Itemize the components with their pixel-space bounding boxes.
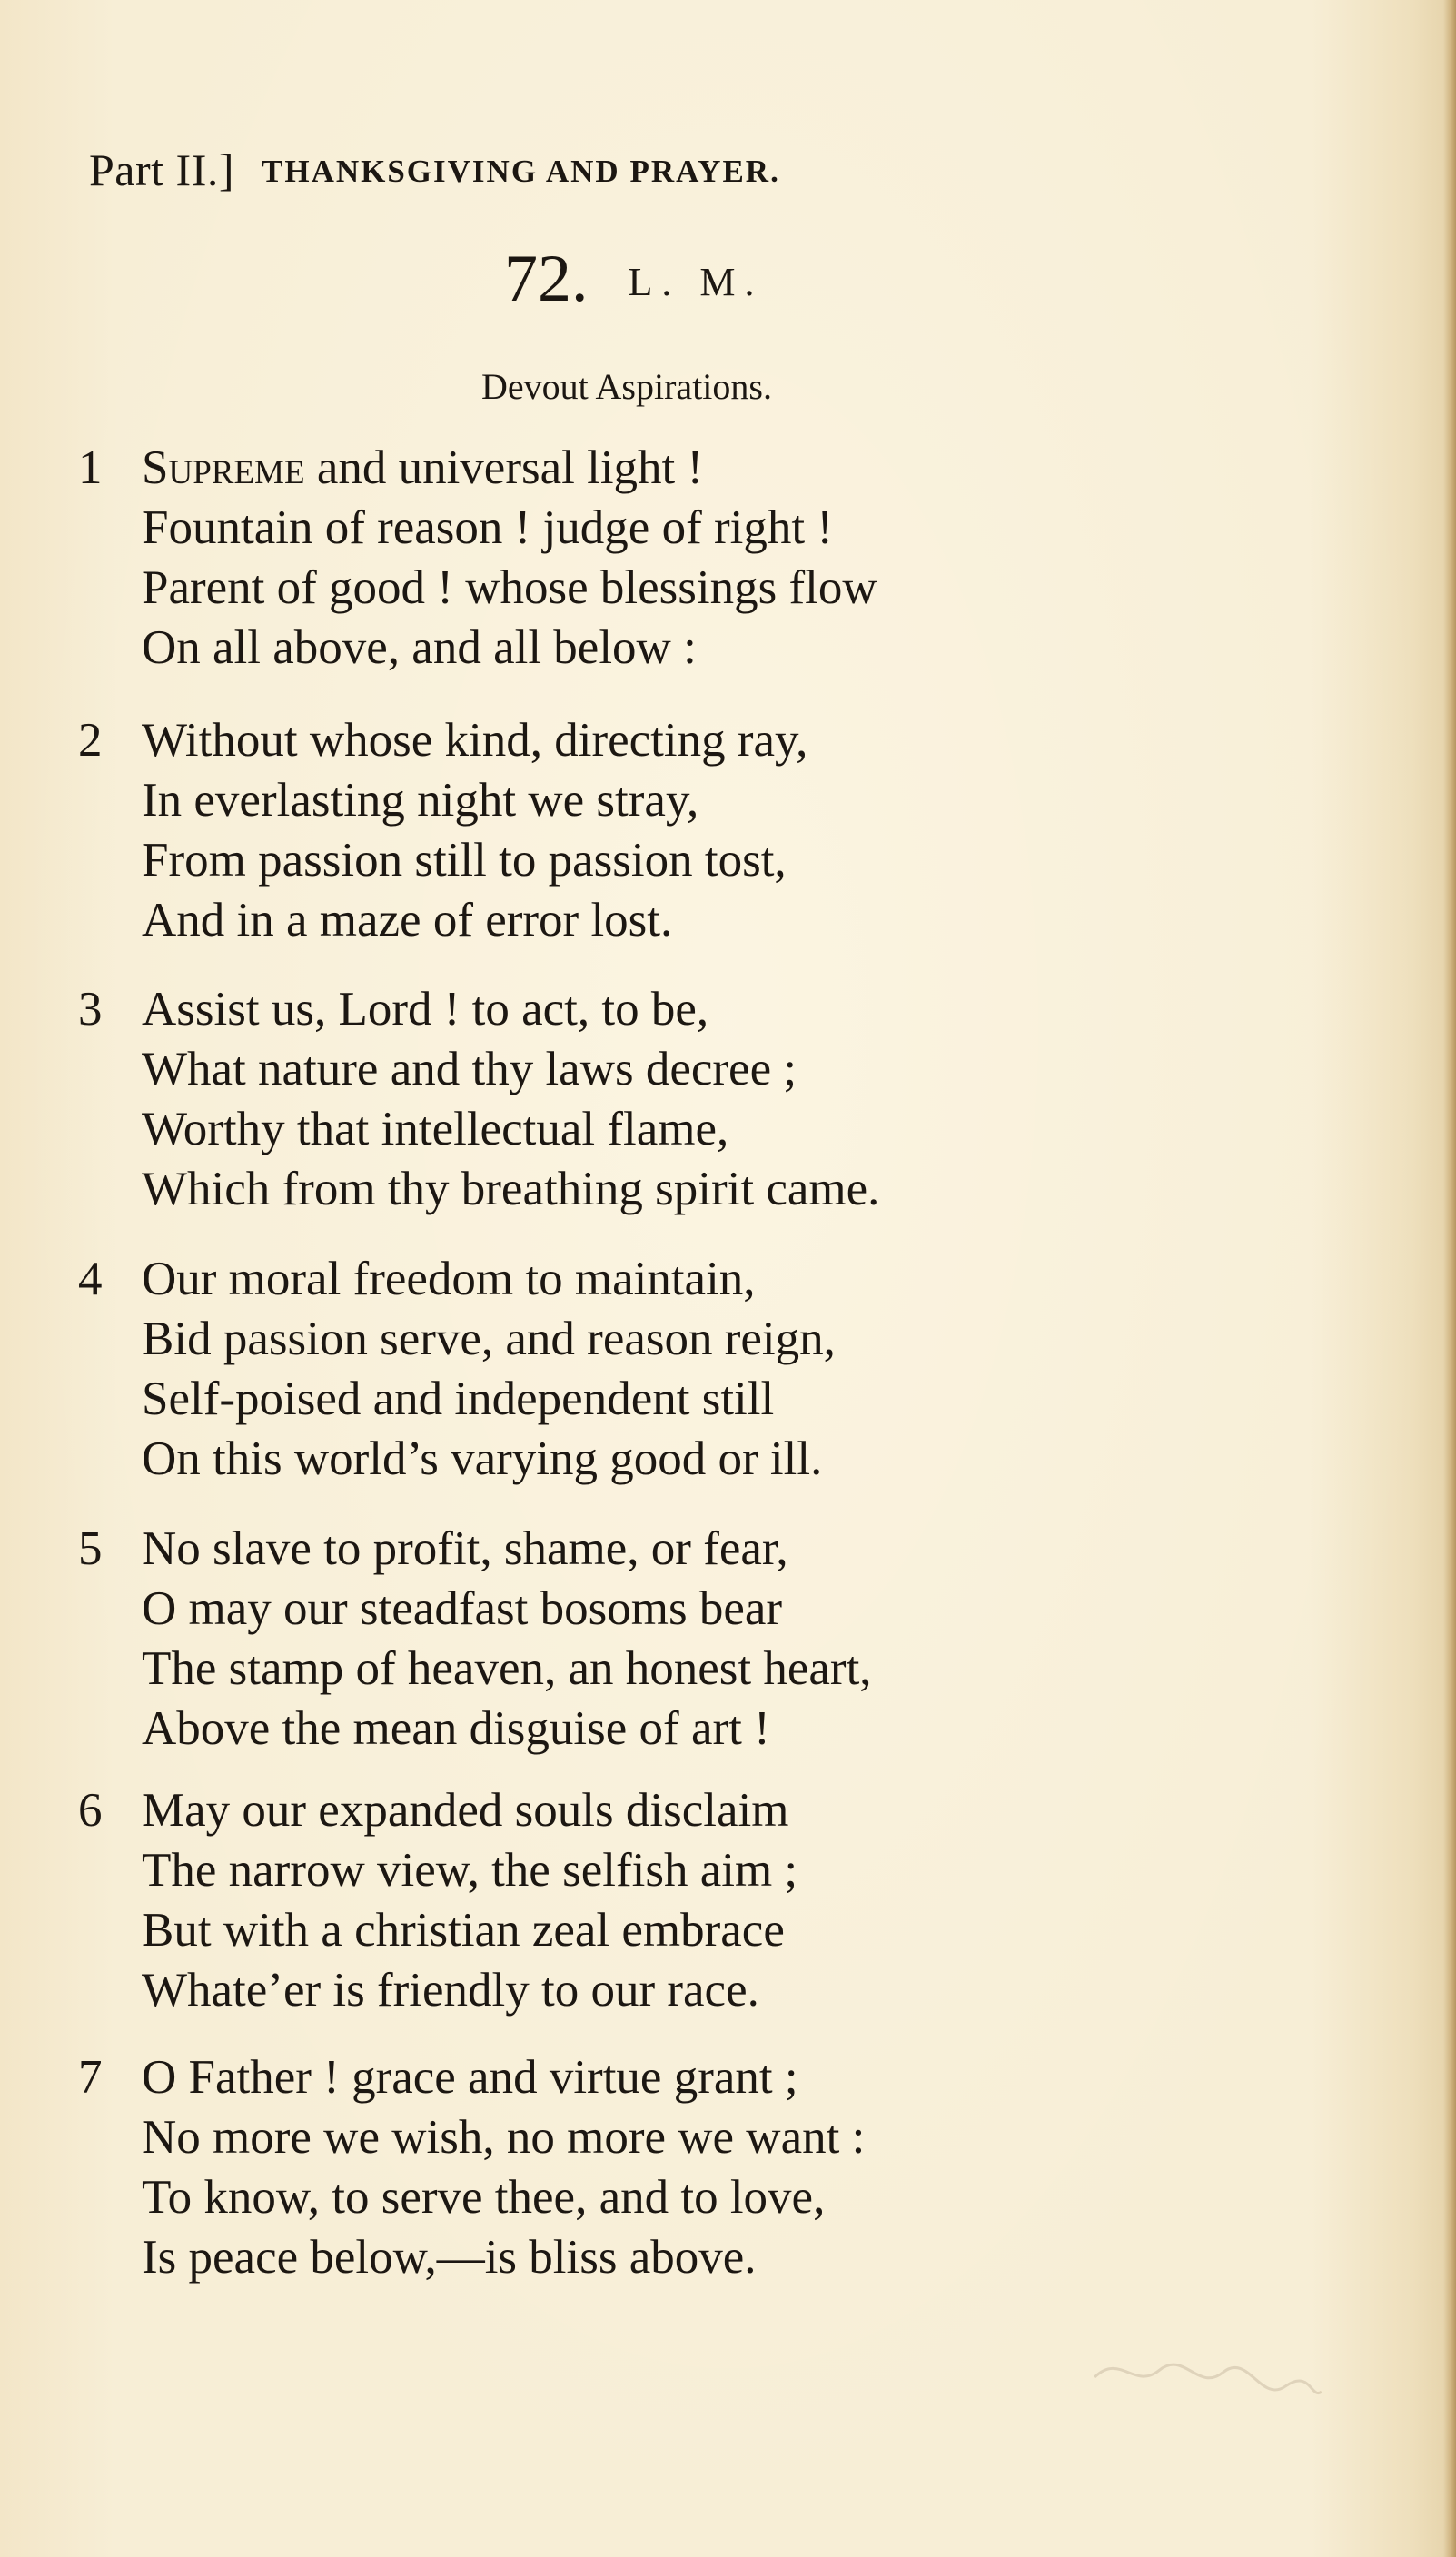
verse-line: The narrow view, the selfish aim ;	[142, 1844, 798, 1897]
stanza-number: 5	[78, 1522, 103, 1575]
verse-line: Which from thy breathing spirit came.	[142, 1163, 880, 1215]
stanza-number: 6	[78, 1784, 103, 1837]
hymn-meter: L. M.	[628, 260, 764, 304]
running-head-title: THANKSGIVING AND PRAYER.	[262, 154, 780, 189]
hymn-number: 72.	[504, 242, 589, 316]
stanza-number: 1	[78, 441, 103, 494]
verse-line: No slave to profit, shame, or fear,	[142, 1522, 788, 1575]
verse-line: On this world’s varying good or ill.	[142, 1432, 823, 1485]
verse-line: Fountain of reason ! judge of right !	[142, 501, 833, 554]
verse-line: What nature and thy laws decree ;	[142, 1043, 797, 1095]
verse-line: Whate’er is friendly to our race.	[142, 1964, 759, 2017]
verse-line: Assist us, Lord ! to act, to be,	[142, 983, 709, 1036]
verse-line: Bid passion serve, and reason reign,	[142, 1313, 836, 1365]
faint-pencil-mark	[1087, 2341, 1329, 2430]
stanza-number: 3	[78, 983, 103, 1036]
verse-line: The stamp of heaven, an honest heart,	[142, 1642, 872, 1695]
verse-line: Our moral freedom to maintain,	[142, 1253, 756, 1305]
verse-line: O may our steadfast bosoms bear	[142, 1582, 783, 1635]
verse-line: And in a maze of error lost.	[142, 894, 673, 946]
stanza-number: 4	[78, 1253, 103, 1305]
verse-line: In everlasting night we stray,	[142, 774, 699, 827]
hymn-heading	[504, 241, 764, 318]
verse-line: But with a christian zeal embrace	[142, 1904, 785, 1957]
verse-line: On all above, and all below :	[142, 621, 697, 674]
running-head-part: Part II.]	[89, 144, 234, 195]
stanza-number: 7	[78, 2051, 103, 2104]
verse-line: From passion still to passion tost,	[142, 834, 787, 887]
verse-line: Is peace below,—is bliss above.	[142, 2231, 757, 2284]
verse-line: O Father ! grace and virtue grant ;	[142, 2051, 798, 2104]
verse-line: To know, to serve thee, and to love,	[142, 2171, 826, 2224]
verse-line: Above the mean disguise of art !	[142, 1702, 770, 1755]
running-head	[89, 144, 780, 196]
stanza-number: 2	[78, 714, 103, 767]
verse-line: Self-poised and independent still	[142, 1373, 775, 1425]
page-edge-shadow	[1443, 0, 1456, 2557]
first-word-small-caps: Supreme	[142, 441, 305, 494]
verse-line	[142, 438, 703, 498]
hymn-subtitle: Devout Aspirations.	[481, 366, 772, 407]
verse-line: Parent of good ! whose blessings flow	[142, 561, 877, 614]
verse-line: Without whose kind, directing ray,	[142, 714, 808, 767]
verse-line: May our expanded souls disclaim	[142, 1784, 789, 1837]
verse-line-rest: and universal light !	[316, 441, 704, 494]
verse-line: Worthy that intellectual flame,	[142, 1103, 729, 1155]
pencil-scribble-icon	[1088, 2341, 1329, 2420]
verse-line: No more we wish, no more we want :	[142, 2111, 866, 2164]
